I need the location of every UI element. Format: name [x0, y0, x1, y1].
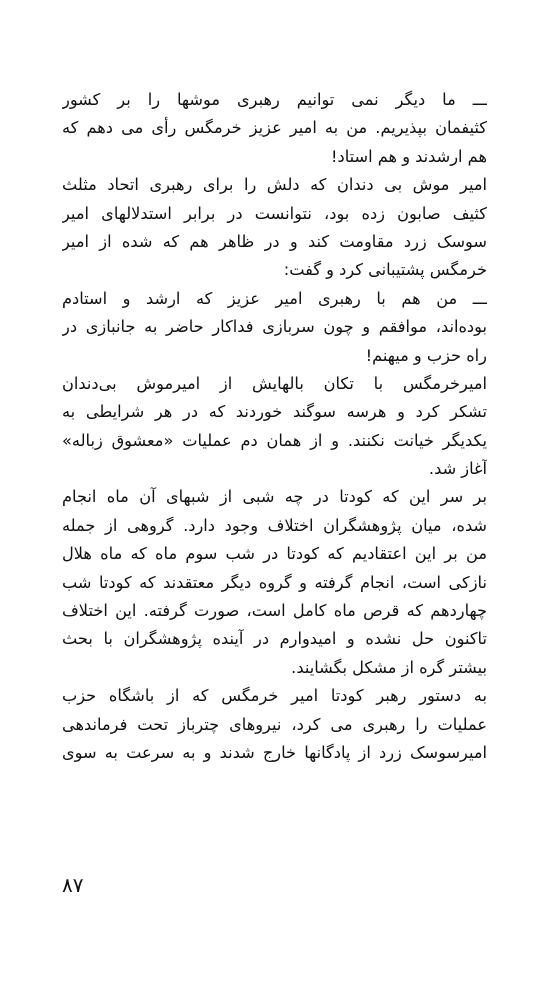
- text-line: یکدیگر خیانت نکنند. و از همان دم عملیات «معشوق زباله»: [62, 430, 487, 450]
- text-line: آغاز شد.: [428, 459, 487, 479]
- text-line: امیر موش بی دندان که دلش را برای رهبری اتحاد مثلث: [62, 175, 487, 195]
- text-line: عملیات را رهبری می کرد، نیروهای چترباز تحت فرماندهی: [62, 714, 487, 734]
- text-line: کثیف صابون زده بود، نتوانست در برابر استدلالهای امیر: [62, 203, 487, 223]
- text-line: تشکر کرد و هرسه سوگند خوردند که در هر شرایطی به: [62, 402, 487, 422]
- text-line: به دستور رهبر کودتا امیر خرمگس که از باشگاه حزب: [62, 686, 487, 706]
- text-line: بوده‌اند، موافقم و چون سربازی فداکار حاضر به جانبازی در: [62, 317, 487, 337]
- text-line: بیشتر گره از مشکل بگشایند.: [291, 657, 487, 677]
- text-line: بر سر این که کودتا در چه شبی از شبهای آن ماه انجام: [62, 487, 487, 507]
- text-line: کثیفمان بپذیریم. من به امیر عزیز خرمگس رأی می دهم که: [62, 118, 487, 138]
- page-number: ۸۷: [62, 873, 84, 897]
- text-line: سوسک زرد مقاومت کند و در ظاهر هم که شده از امیر: [62, 231, 487, 251]
- text-line: تاکنون حل نشده و امیدوارم در آینده پژوهشگران با بحث: [62, 629, 487, 649]
- text-line: شده، میان پژوهشگران اختلاف وجود دارد. گروهی از جمله: [62, 515, 487, 535]
- text-line: من بر این اعتقادیم که کودتا در شب سوم ماه که ماه هلال: [62, 544, 487, 564]
- text-line: هم ارشدند و هم استاد!: [331, 146, 487, 166]
- text-line: امیرسوسک زرد از پادگانها خارج شدند و به سرعت به سوی: [62, 742, 487, 762]
- text-line: نازکی است، انجام گرفته و گروه دیگر معتقدند که کودتا شب: [62, 572, 487, 592]
- text-line: چهاردهم که قرص ماه کامل است، صورت گرفته. این اختلاف: [62, 601, 487, 621]
- text-line: امیرخرمگس با تکان بالهایش از امیرموش بی‌دندان: [62, 373, 487, 393]
- text-line: ـــ ما دیگر نمی توانیم رهبری موشها را بر کشور: [62, 90, 487, 109]
- text-line: خرمگس پشتیبانی کرد و گفت:: [283, 260, 487, 280]
- text-line: ـــ من هم با رهبری امیر عزیز که ارشد و استادم: [62, 288, 487, 308]
- body-text: [62, 86, 487, 767]
- text-line: راه حزب و میهنم!: [365, 345, 487, 365]
